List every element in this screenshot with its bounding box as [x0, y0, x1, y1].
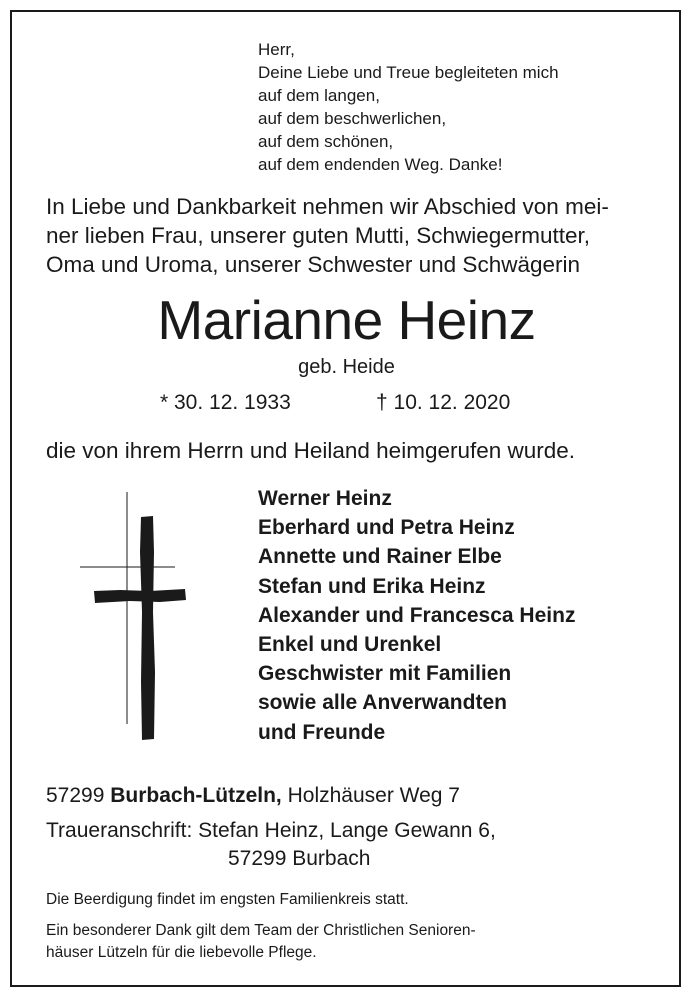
mourner-name: Enkel und Urenkel	[258, 633, 442, 657]
funeral-note: Die Beerdigung findet im engsten Familienkreis statt.	[46, 891, 409, 908]
poem	[258, 38, 559, 176]
mourner-name: und Freunde	[258, 720, 386, 744]
mourner-name: Stefan und Erika Heinz	[258, 574, 486, 598]
postal-code: 57299	[46, 784, 105, 807]
street: Holzhäuser Weg 7	[287, 784, 460, 807]
poem-line: Herr,	[258, 40, 295, 59]
deceased-name: Marianne Heinz	[157, 289, 536, 351]
mourner-name: Werner Heinz	[258, 487, 392, 510]
poem-line: auf dem schönen,	[258, 132, 394, 151]
birth-date: * 30. 12. 1933	[160, 391, 291, 414]
intro-line: In Liebe und Dankbarkeit nehmen wir Abschied von mei-	[46, 194, 609, 219]
mourner-name: Annette und Rainer Elbe	[258, 545, 502, 569]
called-home-text: die von ihrem Herrn und Heiland heimgerufen wurde.	[46, 438, 576, 463]
town-name: Burbach-Lützeln,	[110, 784, 282, 807]
mourner-name: Geschwister mit Familien	[258, 662, 512, 686]
thanks-line: Ein besonderer Dank gilt dem Team der Christlichen Senioren-	[46, 922, 476, 939]
poem-line: auf dem beschwerlichen,	[258, 109, 447, 128]
poem-line: auf dem langen,	[258, 86, 380, 105]
poem-line: Deine Liebe und Treue begleiteten mich	[258, 63, 559, 82]
mourning-address-line2: 57299 Burbach	[228, 847, 371, 870]
cross-icon	[80, 492, 190, 742]
mourners-list	[258, 484, 575, 747]
intro-text	[46, 192, 646, 279]
mourner-name: sowie alle Anverwandten	[258, 691, 507, 715]
thanks-text	[46, 920, 476, 964]
intro-line: Oma und Uroma, unserer Schwester und Schwägerin	[46, 252, 581, 277]
death-date: † 10. 12. 2020	[376, 391, 511, 414]
family-address	[46, 782, 460, 810]
intro-line: ner lieben Frau, unserer guten Mutti, Schwiegermutter,	[46, 223, 591, 248]
birth-name: geb. Heide	[298, 356, 395, 378]
mourner-name: Alexander und Francesca Heinz	[258, 603, 576, 627]
mourner-name: Eberhard und Petra Heinz	[258, 516, 515, 540]
mourning-address-line1: Traueranschrift: Stefan Heinz, Lange Gewann 6,	[46, 819, 496, 842]
poem-line: auf dem endenden Weg. Danke!	[258, 155, 503, 174]
thanks-line: häuser Lützeln für die liebevolle Pflege.	[46, 944, 317, 961]
